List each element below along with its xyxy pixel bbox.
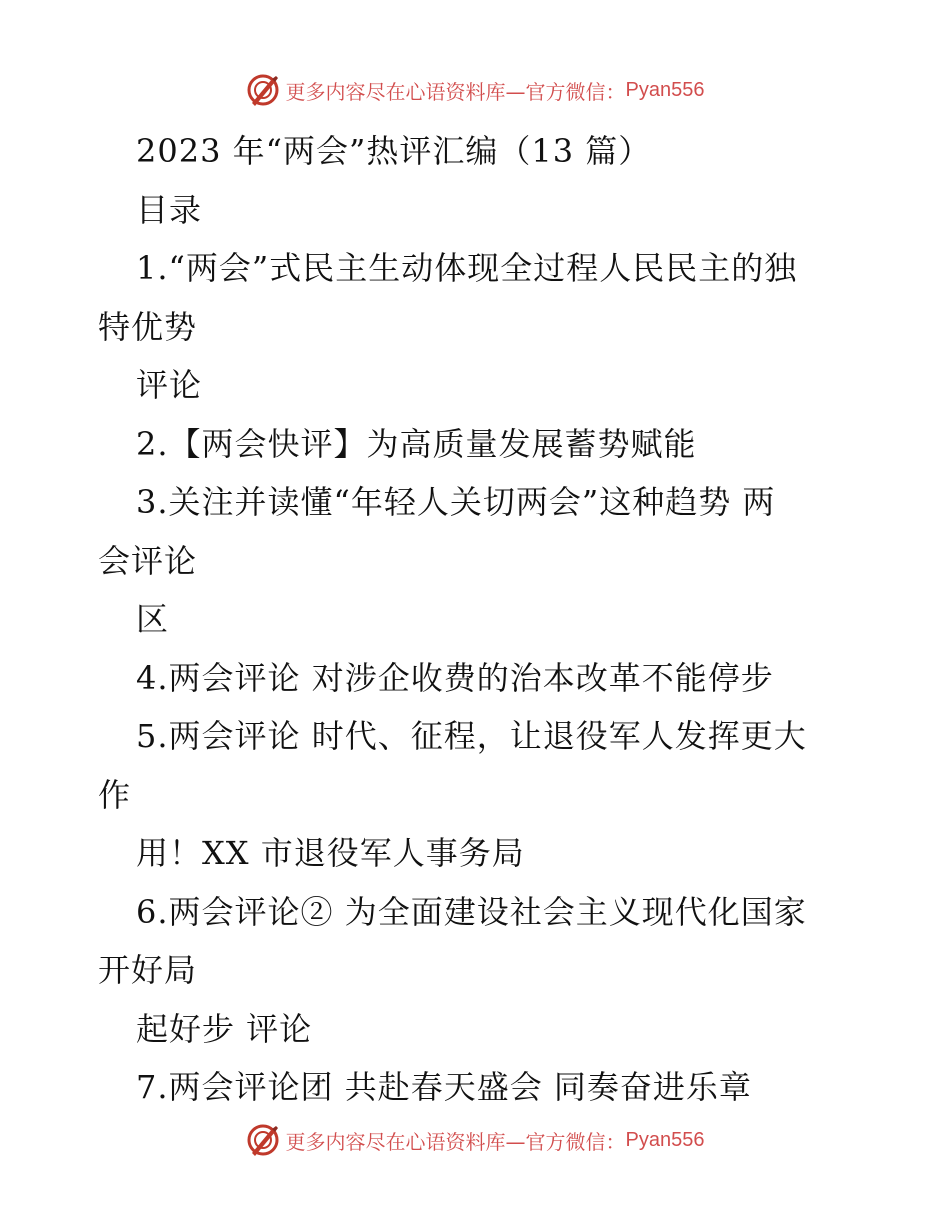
toc-line: 6.两会评论② 为全面建设社会主义现代化国家	[136, 892, 807, 931]
footer-banner	[0, 1120, 950, 1160]
toc-line: 会评论	[98, 541, 198, 580]
toc-line: 开好局	[98, 951, 198, 989]
document-body	[98, 122, 858, 1117]
red-pen-logo-icon	[246, 73, 280, 107]
toc-line: 作	[98, 775, 132, 814]
toc-line: 5.两会评论 时代、征程，让退役军人发挥更大	[136, 717, 807, 755]
toc-line: 3.关注并读懂“年轻人关切两会”这种趋势 两	[136, 483, 776, 521]
toc-line: 区	[136, 600, 170, 638]
toc-line: 起好步 评论	[136, 1009, 313, 1048]
toc-line: 2.【两会快评】为高质量发展蓄势赋能	[136, 424, 697, 463]
header-banner	[0, 70, 950, 110]
wechat-handle: Pyan556	[625, 78, 705, 101]
banner-text: 更多内容尽在心语资料库—官方微信：	[285, 1129, 626, 1154]
banner-text: 更多内容尽在心语资料库—官方微信：	[285, 79, 626, 104]
toc-line: 7.两会评论团 共赴春天盛会 同奏奋进乐章	[136, 1068, 752, 1106]
document-title: 2023 年“两会”热评汇编（13 篇）	[136, 132, 652, 170]
toc-line: 特优势	[98, 307, 198, 346]
red-pen-logo-icon	[246, 1123, 280, 1157]
toc-line: 4.两会评论 对涉企收费的治本改革不能停步	[136, 658, 774, 697]
wechat-handle: Pyan556	[625, 1128, 705, 1151]
toc-line: 1.“两会”式民主生动体现全过程人民民主的独	[136, 249, 798, 287]
toc-line: 评论	[136, 366, 203, 404]
toc-heading: 目录	[136, 190, 203, 229]
toc-line: 用！XX 市退役军人事务局	[136, 834, 525, 872]
